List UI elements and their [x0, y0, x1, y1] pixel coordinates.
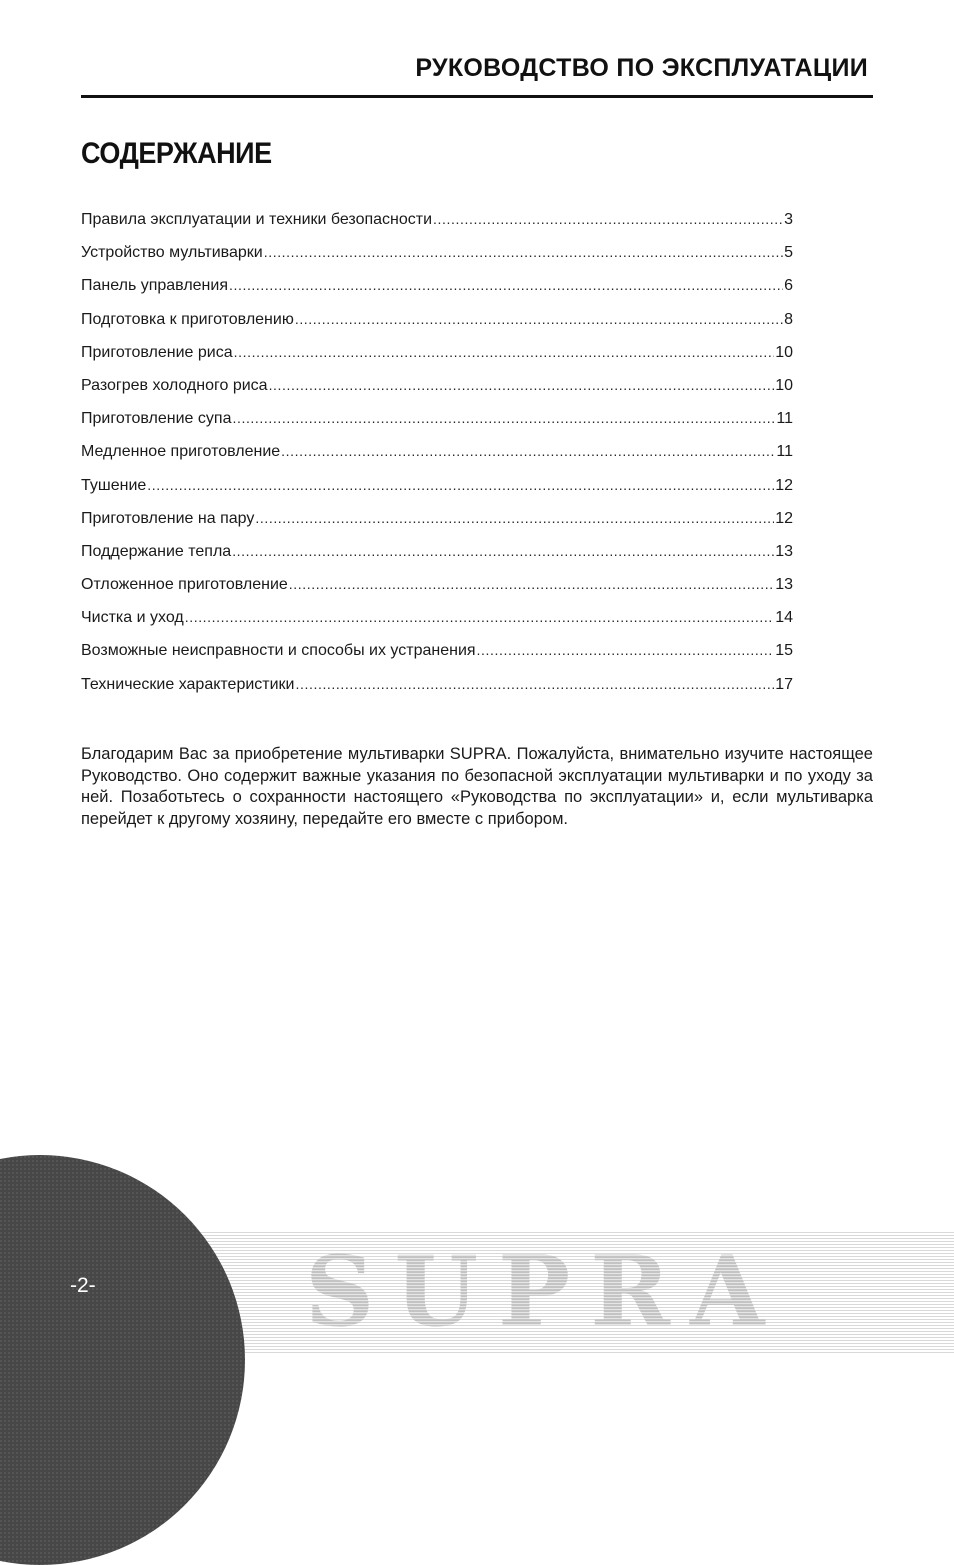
dot-leader [234, 344, 775, 360]
toc-entry-label: Возможные неисправности и способы их устранения [81, 642, 476, 660]
toc-entry-page: 13 [775, 542, 793, 560]
toc-entry-label: Поддержание тепла [81, 542, 232, 560]
toc-entry-label: Панель управления [81, 277, 228, 295]
toc-entry-page: 8 [784, 310, 793, 328]
toc-entry[interactable] [81, 211, 793, 244]
dot-leader [229, 277, 783, 293]
toc-entry-page: 15 [775, 642, 793, 660]
toc-entry-page: 5 [784, 244, 793, 262]
toc-entry-page: 10 [775, 376, 793, 394]
dot-leader [269, 377, 775, 393]
toc-entry[interactable] [81, 443, 793, 476]
dot-leader [232, 410, 775, 426]
toc-entry-label: Приготовление на пару [81, 509, 255, 527]
page-number: -2- [70, 1274, 96, 1297]
toc-entry-label: Чистка и уход [81, 609, 184, 627]
toc-entry[interactable] [81, 543, 793, 576]
toc-entry[interactable] [81, 410, 793, 443]
toc-entry-page: 12 [775, 476, 793, 494]
dot-leader [264, 244, 783, 260]
toc-entry[interactable] [81, 244, 793, 277]
dot-leader [433, 211, 783, 227]
dot-leader [477, 642, 775, 658]
toc-entry[interactable] [81, 344, 793, 377]
toc-entry-page: 14 [775, 609, 793, 627]
toc-entry-label: Технические характеристики [81, 675, 295, 693]
toc-heading: СОДЕРЖАНИЕ [81, 137, 272, 170]
dot-leader [295, 311, 783, 327]
toc-entry[interactable] [81, 576, 793, 609]
toc-entry-page: 6 [784, 277, 793, 295]
toc-entry-page: 17 [775, 675, 793, 693]
toc-entry[interactable] [81, 377, 793, 410]
toc-entry-page: 11 [776, 410, 793, 428]
dot-leader [296, 676, 775, 692]
toc-entry-label: Приготовление риса [81, 343, 233, 361]
toc-entry-page: 13 [775, 576, 793, 594]
toc-entry-label: Приготовление супа [81, 410, 232, 428]
toc-entry-page: 11 [776, 443, 793, 461]
decorative-corner-circle [0, 1155, 245, 1565]
dot-leader [255, 510, 774, 526]
supra-watermark-logo: SUPRA [305, 1235, 785, 1348]
toc-entry[interactable] [81, 277, 793, 310]
table-of-contents [81, 211, 793, 709]
intro-paragraph: Благодарим Вас за приобретение мультиварки SUPRA. Пожалуйста, внимательно изучите настоящее Руководство. Оно содержит важные указания по безопасной эксплуатации мультиварки и по уходу за ней. Позаботьтесь о сохранности настоящего «Руководства по эксплуатации» и, если мультиварка перейдет к другому хозяину, передайте его вместе с прибором. [81, 745, 873, 828]
toc-entry-page: 3 [784, 211, 793, 228]
toc-entry[interactable] [81, 477, 793, 510]
toc-entry[interactable] [81, 676, 793, 709]
toc-entry-label: Отложенное приготовление [81, 576, 288, 594]
toc-entry-label: Разогрев холодного риса [81, 376, 268, 394]
document-header-title: РУКОВОДСТВО ПО ЭКСПЛУАТАЦИИ [415, 54, 868, 82]
dot-leader [281, 443, 775, 459]
header-divider [81, 95, 873, 98]
toc-entry-label: Подготовка к приготовлению [81, 310, 294, 328]
dot-leader [289, 576, 774, 592]
toc-entry-label: Тушение [81, 476, 147, 494]
toc-entry-label: Устройство мультиварки [81, 244, 263, 262]
toc-entry-label: Правила эксплуатации и техники безопасности [81, 211, 433, 228]
toc-entry[interactable] [81, 510, 793, 543]
toc-entry-label: Медленное приготовление [81, 443, 281, 461]
dot-leader [185, 609, 774, 625]
toc-entry[interactable] [81, 311, 793, 344]
toc-entry-page: 12 [775, 509, 793, 527]
toc-entry-page: 10 [775, 343, 793, 361]
dot-leader [232, 543, 774, 559]
toc-entry[interactable] [81, 642, 793, 675]
toc-entry[interactable] [81, 609, 793, 642]
dot-leader [147, 477, 774, 493]
